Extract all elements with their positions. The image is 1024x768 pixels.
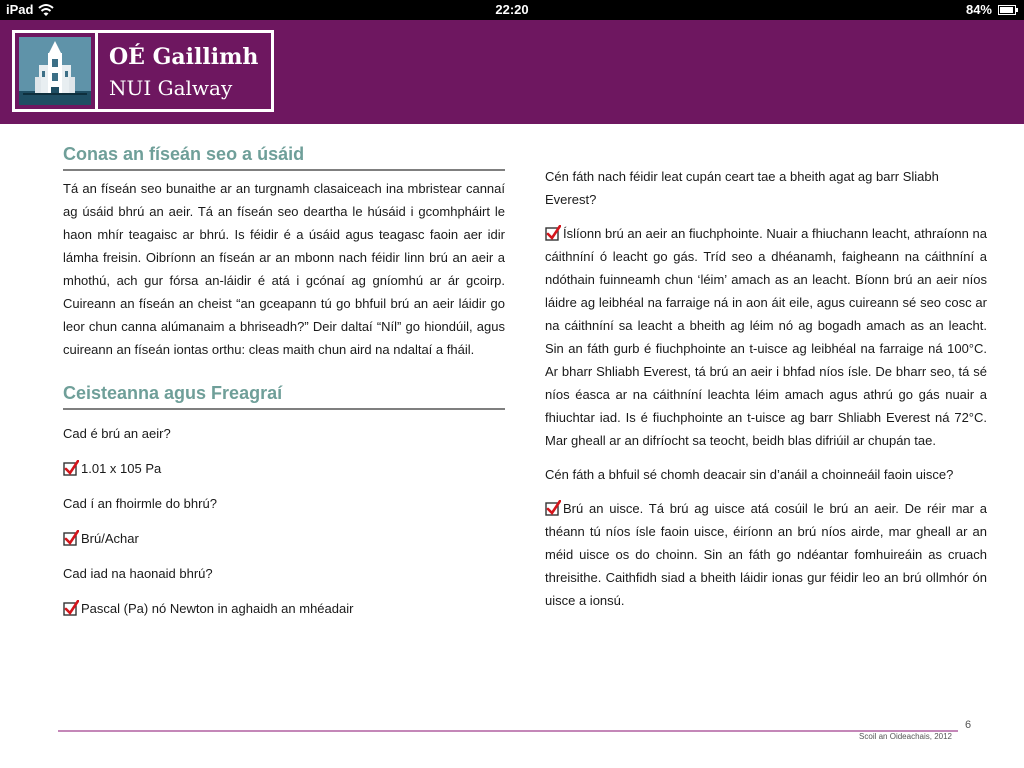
left-column xyxy=(63,140,505,620)
answer-5-text: Brú an uisce. Tá brú ag uisce atá cosúil le brú an aeir. De réir mar a théann tú níos ísle faoin uisce, éiríonn an brú níos airde, mar gheall ar an méid uisce os do choinn. Sin an fáth go ndéantar fomhuireáin as cruach threisithe. Caithfidh siad a bheith láidir ionas gur féidir leo an brú ollmhór ón uisce a ionsú. xyxy=(545,501,987,608)
how-to-text: Tá an físeán seo bunaithe ar an turgnamh clasaiceach ina mbristear cannaí ag úsáid bhrú an aeir. Tá an físeán seo deartha le húsáid i gcomhpháirt le haon mhír teagaisc ar bhrú. Is féidir é a úsáid agus teagasc faoin aer idir lámha freisin. Oibríonn an físeán ar an mbonn nach féidir linn brú an aeir a mhothú, ach gur fórsa an-láidir é atá i gcónaí ag gníomhú ar ár gcoirp. Cuireann an físeán an cheist “an gceapann tú go bhfuil brú an aeir láidir go leor chun canna alúmanaim a bhriseadh?” Deir daltaí “Níl” go hiondúil, agus cuireann an físeán iontas orthu: cleas maith chun aird na ndaltaí a fháil. xyxy=(63,181,505,357)
status-time: 22:20 xyxy=(495,2,529,17)
right-column xyxy=(545,165,987,612)
checkbox-check-icon xyxy=(63,530,79,546)
device-name: iPad xyxy=(6,2,34,17)
checkbox-check-icon xyxy=(63,600,79,616)
question-2: Cad í an fhoirmle do bhrú? xyxy=(63,496,217,511)
logo-name-english: NUI Galway xyxy=(109,76,233,100)
answer-3 xyxy=(63,597,505,620)
university-logo xyxy=(12,30,274,112)
checkbox-check-icon xyxy=(545,500,561,516)
answer-5 xyxy=(545,497,987,612)
status-bar xyxy=(0,0,1024,20)
answer-1 xyxy=(63,457,505,480)
battery-percent: 84% xyxy=(965,2,992,17)
question-1: Cad é brú an aeir? xyxy=(63,426,171,441)
answer-1-text: 1.01 x 105 Pa xyxy=(81,461,162,476)
answer-3-text: Pascal (Pa) nó Newton in aghaidh an mhéadair xyxy=(81,601,354,616)
logo-name-irish: OÉ Gaillimh xyxy=(109,44,259,70)
how-to-heading: Conas an físeán seo a úsáid xyxy=(63,140,505,171)
footer-credit: Scoil an Oideachais, 2012 xyxy=(859,732,952,741)
logo-divider xyxy=(95,33,98,109)
question-4: Cén fáth nach féidir leat cupán ceart tae a bheith agat ag barr Sliabh Everest? xyxy=(545,169,939,207)
checkbox-check-icon xyxy=(63,460,79,476)
qa-heading: Ceisteanna agus Freagraí xyxy=(63,379,505,410)
question-5: Cén fáth a bhfuil sé chomh deacair sin d’anáil a choinneáil faoin uisce? xyxy=(545,467,954,482)
answer-2-text: Brú/Achar xyxy=(81,531,139,546)
battery-icon xyxy=(998,5,1018,15)
checkbox-check-icon xyxy=(545,225,561,241)
quadrangle-tower-icon xyxy=(19,37,91,105)
answer-2 xyxy=(63,527,505,550)
answer-4 xyxy=(545,222,987,452)
header-band xyxy=(0,20,1024,124)
page-number: 6 xyxy=(965,719,972,731)
footer-rule xyxy=(58,730,958,732)
question-3: Cad iad na haonaid bhrú? xyxy=(63,566,213,581)
answer-4-text: Íslíonn brú an aeir an fiuchphointe. Nuair a fhiuchann leacht, athraíonn na cáithníní ó leacht go gás. Tríd seo a dhéanamh, faigheann na cáithníní a ndóthain fuinneamh chun ‘léim’ amach as an leacht. Bíonn brú an aeir níos láidre ag leibhéal na farraige ná in aon áit eile, agus cuireann sé seo cosc ar na cáithníní sa leacht a bheith ag léim nó ag bogadh amach as an leacht. Sin an fáth gurb é fiuchphointe an t-uisce ag leibhéal na farraige ná 100°C. Ar bharr Shliabh Everest, tá brú an aeir i bhfad níos ísle. De bharr seo, tá sé níos éasca ar na cáithníní leachta léim amach agus athrú go gás nuair a fhiuchtar iad. Is é fiuchphointe an t-uisce ag barr Shliabh Everest ná 72°C. Mar gheall ar an difríocht sa teocht, beidh blas difriúil ar chupán tae. xyxy=(545,226,987,448)
